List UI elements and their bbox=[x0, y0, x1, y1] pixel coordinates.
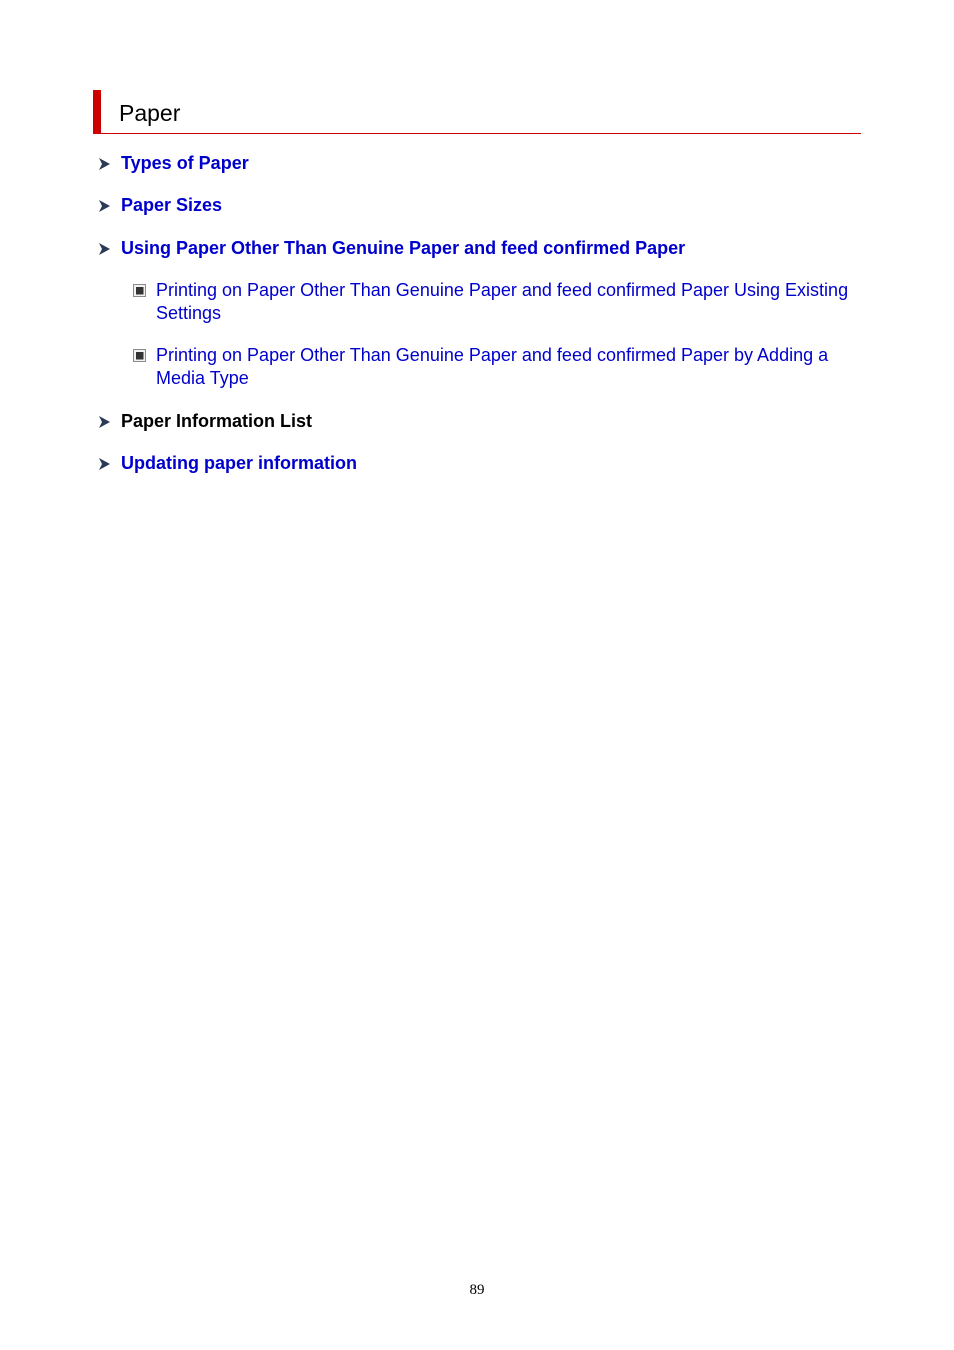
page-header bbox=[93, 90, 861, 134]
page-title: Paper bbox=[119, 100, 181, 126]
toc-subitem-existing-settings[interactable] bbox=[133, 279, 863, 325]
arrow-right-icon bbox=[97, 194, 121, 217]
using-other-paper-link[interactable]: Using Paper Other Than Genuine Paper and feed confirmed Paper bbox=[121, 238, 686, 258]
header-accent-bar bbox=[93, 90, 101, 133]
toc-item-types-of-paper[interactable] bbox=[97, 152, 249, 175]
square-bullet-icon bbox=[133, 279, 156, 302]
paper-information-list-label: Paper Information List bbox=[121, 411, 313, 431]
arrow-right-icon bbox=[97, 237, 121, 260]
page-number: 89 bbox=[469, 1282, 485, 1298]
toc-item-using-other-paper[interactable] bbox=[97, 237, 685, 260]
toc-item-updating-paper-information[interactable] bbox=[97, 452, 357, 475]
arrow-right-icon bbox=[97, 452, 121, 475]
square-bullet-icon bbox=[133, 344, 156, 367]
existing-settings-link[interactable]: Printing on Paper Other Than Genuine Paper and feed confirmed Paper Using Existing Settings bbox=[156, 280, 849, 323]
arrow-right-icon bbox=[97, 152, 121, 175]
toc-item-paper-sizes[interactable] bbox=[97, 194, 222, 217]
updating-paper-information-link[interactable]: Updating paper information bbox=[121, 453, 357, 473]
types-of-paper-link[interactable]: Types of Paper bbox=[121, 153, 249, 173]
arrow-right-icon bbox=[97, 410, 121, 433]
toc-subitem-adding-media-type[interactable] bbox=[133, 344, 863, 390]
paper-sizes-link[interactable]: Paper Sizes bbox=[121, 195, 223, 215]
toc-item-paper-information-list bbox=[97, 410, 312, 433]
adding-media-type-link[interactable]: Printing on Paper Other Than Genuine Paper and feed confirmed Paper by Adding a Media Type bbox=[156, 345, 829, 388]
